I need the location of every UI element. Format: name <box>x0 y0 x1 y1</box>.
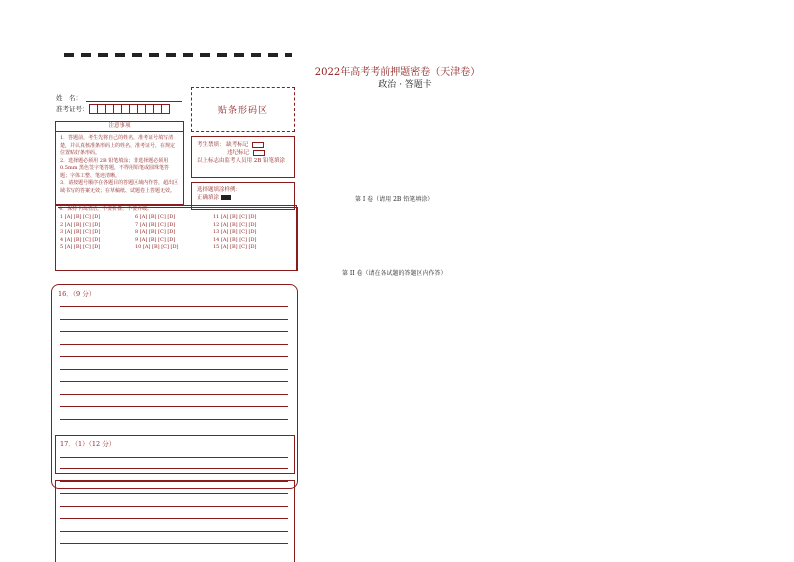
correct-fill-sample <box>221 195 231 200</box>
violation-label: 违纪标记 <box>227 150 250 156</box>
choice-question-11[interactable]: 11 [A] [B] [C] [D] <box>213 214 257 220</box>
choice-question-13[interactable]: 13 [A] [B] [C] [D] <box>213 229 257 235</box>
q17-answer-line[interactable] <box>60 481 288 482</box>
q16-answer-line[interactable] <box>60 319 288 320</box>
missing-checkbox[interactable] <box>252 142 264 148</box>
absence-note: 以上标志由监考人员用 2B 铅笔填涂 <box>197 158 286 164</box>
q17-answer-line[interactable] <box>60 543 288 544</box>
choice-question-6[interactable]: 6 [A] [B] [C] [D] <box>135 214 176 220</box>
name-label: 姓 名： <box>56 94 82 102</box>
q16-answer-line[interactable] <box>60 306 288 307</box>
q16-answer-line[interactable] <box>60 381 288 382</box>
choice-question-12[interactable]: 12 [A] [B] [C] [D] <box>213 221 257 228</box>
fill-example-heading: 选择题填涂样例： <box>197 187 242 193</box>
note-item-4: 4．保持卡面清洁，不要折叠、不要弄破。 <box>59 206 153 212</box>
q17-label: 17．（1）（12 分） <box>60 440 116 448</box>
q17-answer-line[interactable] <box>60 468 288 469</box>
page-title: 2022年高考考前押题密卷（天津卷） <box>314 67 481 78</box>
choice-question-14[interactable]: 14 [A] [B] [C] [D] <box>213 236 257 243</box>
choice-question-10[interactable]: 10 [A] [B] [C] [D] <box>135 244 179 250</box>
q17-answer-line[interactable] <box>60 506 288 507</box>
id-label: 准考证号： <box>56 105 89 113</box>
choice-question-8[interactable]: 8 [A] [B] [C] [D] <box>135 229 176 235</box>
note-item-1: 1．答题前，考生先将自己的姓名，准考证号填写清楚，并认真核准条形码上的姓名、准考证号，在规定位置贴好条形码。 <box>60 135 176 156</box>
absence-label: 考生禁填： <box>197 142 225 148</box>
choice-question-5[interactable]: 5 [A] [B] [C] [D] <box>60 244 101 250</box>
page-subtitle: 政治 · 答题卡 <box>378 80 432 90</box>
dashed-binding-line <box>64 53 292 57</box>
q16-answer-line[interactable] <box>60 369 288 370</box>
q16-label: 16．（9 分） <box>58 290 96 298</box>
choice-question-4[interactable]: 4 [A] [B] [C] [D] <box>60 236 101 243</box>
q16-answer-line[interactable] <box>60 394 288 395</box>
choice-question-3[interactable]: 3 [A] [B] [C] [D] <box>60 229 101 235</box>
absence-box <box>191 136 295 178</box>
q17-answer-line[interactable] <box>60 518 288 519</box>
choice-question-2[interactable]: 2 [A] [B] [C] [D] <box>60 221 101 228</box>
q17-answer-line[interactable] <box>60 531 288 532</box>
choice-question-15[interactable]: 15 [A] [B] [C] [D] <box>213 244 257 250</box>
q16-answer-line[interactable] <box>60 406 288 407</box>
q16-answer-line[interactable] <box>60 356 288 357</box>
violation-checkbox[interactable] <box>253 150 265 156</box>
id-number-cells[interactable] <box>90 104 170 114</box>
choice-question-1[interactable]: 1 [A] [B] [C] [D] <box>60 214 101 220</box>
q17-answer-line[interactable] <box>60 457 288 458</box>
choice-question-7[interactable]: 7 [A] [B] [C] [D] <box>135 221 176 228</box>
name-field[interactable] <box>86 101 182 102</box>
missing-label: 缺考标记 <box>226 142 249 148</box>
q16-answer-line[interactable] <box>60 344 288 345</box>
correct-fill-label: 正确填涂 <box>197 195 220 201</box>
section-1-heading: 第 I 卷（请用 2B 铅笔填涂） <box>355 196 434 203</box>
note-item-3: 3．请按题号顺序在各题目的答题区域内作答，超出区域书写的答案无效；在草稿纸、试题卷上答题无效。 <box>60 180 179 194</box>
barcode-label: 贴条形码区 <box>217 106 268 116</box>
note-item-2: 2．选择题必须用 2B 铅笔填涂；非选择题必须用 0.5mm 黑色签字笔答题，不得用铅笔或圆珠笔答题；字体工整、笔迹清晰。 <box>60 157 170 179</box>
q17-answer-line[interactable] <box>60 493 288 494</box>
notes-box <box>55 121 184 205</box>
section-2-heading: 第 II 卷（请在各试题的答题区内作答） <box>342 270 447 277</box>
q16-answer-line[interactable] <box>60 331 288 332</box>
choice-question-9[interactable]: 9 [A] [B] [C] [D] <box>135 236 176 243</box>
barcode-area <box>191 87 295 132</box>
q16-answer-line[interactable] <box>60 419 288 420</box>
notes-heading: 注意事项 <box>56 122 183 132</box>
